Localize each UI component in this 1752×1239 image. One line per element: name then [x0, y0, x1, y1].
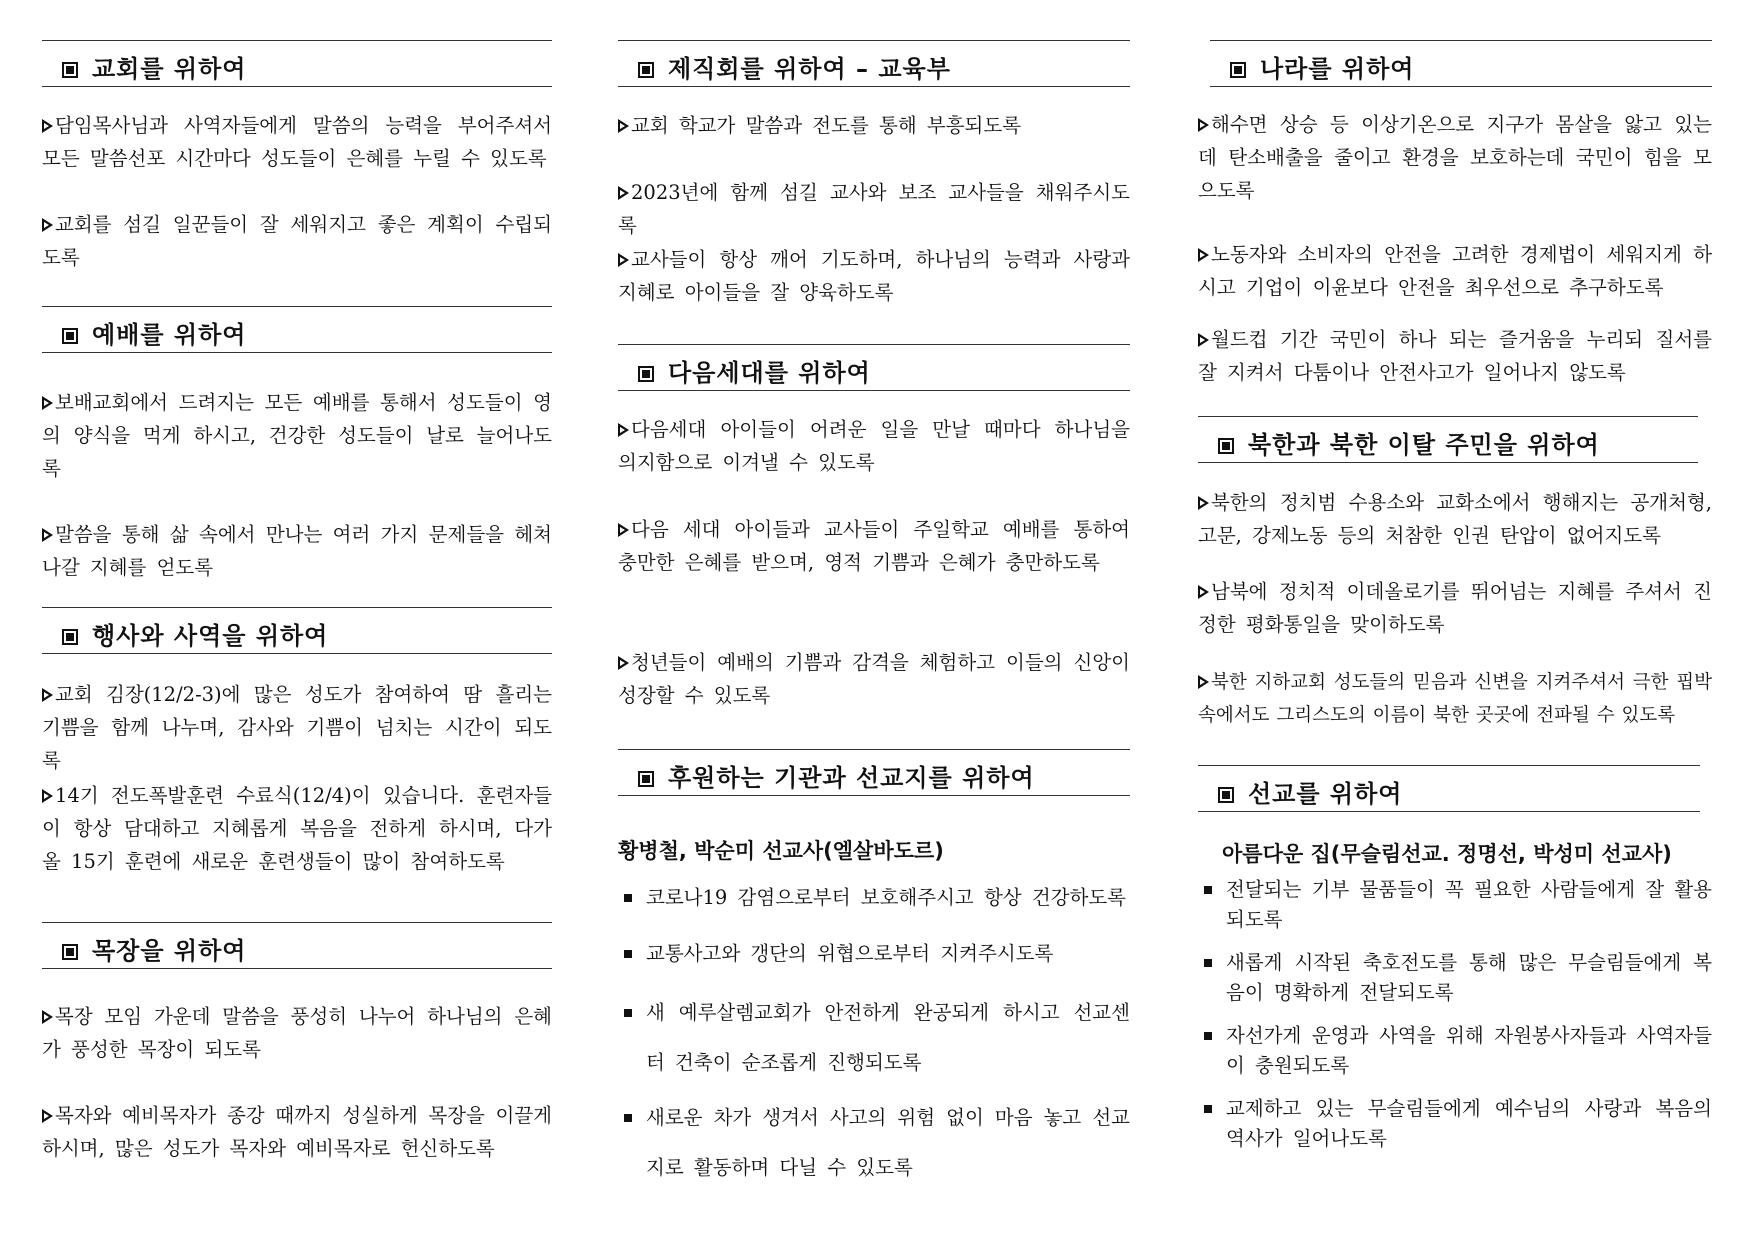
section-title: 행사와 사역을 위하여 — [62, 616, 328, 651]
boxed-square-icon — [1218, 438, 1234, 454]
section-education — [618, 40, 1130, 87]
black-square-icon — [624, 894, 632, 902]
boxed-square-icon — [62, 62, 78, 78]
bullet-item: 교통사고와 갱단의 위협으로부터 지켜주시도록 — [618, 937, 1130, 970]
black-square-icon — [1204, 1105, 1212, 1113]
section-header — [42, 40, 552, 87]
section-north-korea — [1198, 416, 1698, 463]
boxed-square-icon — [62, 944, 78, 960]
prayer-item: 남북에 정치적 이데올로기를 뛰어넘는 지혜를 주셔서 진정한 평화통일을 맞이하도록 — [1198, 580, 1712, 636]
triangle-right-icon — [1198, 496, 1209, 510]
triangle-right-icon — [1198, 675, 1209, 689]
section-header — [42, 306, 552, 353]
section-header — [618, 40, 1130, 87]
bullet-item: 새로운 차가 생겨서 사고의 위험 없이 마음 놓고 선교지로 활동하며 다닐 수 있도록 — [618, 1093, 1130, 1193]
boxed-square-icon — [638, 366, 654, 382]
triangle-right-icon — [618, 523, 629, 537]
prayer-item: 북한의 정치범 수용소와 교화소에서 행해지는 공개처형, 고문, 강제노동 등의 처참한 인권 탄압이 없어지도록 — [1198, 491, 1712, 547]
prayer-item: 북한 지하교회 성도들의 믿음과 신변을 지켜주셔서 극한 핍박 속에서도 그리스도의 이름이 북한 곳곳에 전파될 수 있도록 — [1198, 672, 1712, 726]
section-nation — [1210, 40, 1712, 87]
section-church — [42, 40, 552, 87]
prayer-item: 청년들이 예배의 기쁨과 감격을 체험하고 이들의 신앙이 성장할 수 있도록 — [618, 651, 1130, 707]
section-header — [42, 922, 552, 969]
prayer-item: 교회를 섬길 일꾼들이 잘 세워지고 좋은 계획이 수립되도록 — [42, 213, 552, 269]
section-events — [42, 607, 552, 654]
section-title: 다음세대를 위하여 — [638, 353, 871, 388]
prayer-item: 해수면 상승 등 이상기온으로 지구가 몸살을 앓고 있는데 탄소배출을 줄이고 환경을 보호하는데 국민이 힘을 모으도록 — [1198, 113, 1712, 202]
column-3 — [1198, 0, 1712, 1239]
triangle-right-icon — [1198, 118, 1209, 132]
section-title: 예배를 위하여 — [62, 315, 246, 350]
section-header — [618, 749, 1130, 796]
boxed-square-icon — [638, 62, 654, 78]
column-2 — [618, 0, 1130, 1239]
prayer-item: 14기 전도폭발훈련 수료식(12/4)이 있습니다. 훈련자들이 항상 담대하고 지혜롭게 복음을 전하게 하시며, 다가올 15기 훈련에 새로운 훈련생들이 많이 참여하도록 — [42, 784, 552, 873]
section-cell-group — [42, 922, 552, 969]
prayer-item: 월드컵 기간 국민이 하나 되는 즐거움을 누리되 질서를 잘 지켜서 다툼이나 안전사고가 일어나지 않도록 — [1198, 328, 1712, 384]
triangle-right-icon — [618, 253, 629, 267]
section-title: 목장을 위하여 — [62, 931, 246, 966]
section-next-generation — [618, 344, 1130, 391]
section-header — [42, 607, 552, 654]
triangle-right-icon — [42, 396, 53, 410]
triangle-right-icon — [42, 119, 53, 133]
section-missions — [1198, 765, 1700, 812]
triangle-right-icon — [618, 656, 629, 670]
prayer-item: 다음 세대 아이들과 교사들이 주일학교 예배를 통하여 충만한 은혜를 받으며, 영적 기쁨과 은혜가 충만하도록 — [618, 518, 1130, 574]
section-title: 북한과 북한 이탈 주민을 위하여 — [1218, 425, 1600, 460]
section-title: 선교를 위하여 — [1218, 774, 1402, 809]
prayer-item: 교회 학교가 말씀과 전도를 통해 부흥되도록 — [618, 109, 1130, 142]
triangle-right-icon — [618, 423, 629, 437]
black-square-icon — [1204, 886, 1212, 894]
bullet-item: 자선가게 운영과 사역을 위해 자원봉사자들과 사역자들이 충원되도록 — [1198, 1021, 1712, 1081]
black-square-icon — [624, 950, 632, 958]
prayer-item: 말씀을 통해 삶 속에서 만나는 여러 가지 문제들을 헤쳐 나갈 지혜를 얻도록 — [42, 523, 552, 579]
missionary-name: 황병철, 박순미 선교사(엘살바도르) — [618, 839, 944, 863]
boxed-square-icon — [1218, 787, 1234, 803]
prayer-item: 담임목사님과 사역자들에게 말씀의 능력을 부어주셔서 모든 말씀선포 시간마다 성도들이 은혜를 누릴 수 있도록 — [42, 114, 552, 170]
triangle-right-icon — [42, 688, 53, 702]
prayer-item: 보배교회에서 드려지는 모든 예배를 통해서 성도들이 영의 양식을 먹게 하시고, 건강한 성도들이 날로 늘어나도록 — [42, 391, 552, 480]
prayer-item: 교사들이 항상 깨어 기도하며, 하나님의 능력과 사랑과 지혜로 아이들을 잘 양육하도록 — [618, 248, 1130, 304]
section-header — [1210, 40, 1712, 87]
missionary-name: 아름다운 집(무슬림선교. 정명선, 박성미 선교사) — [1222, 842, 1672, 866]
triangle-right-icon — [42, 1010, 53, 1024]
bullet-item: 새롭게 시작된 축호전도를 통해 많은 무슬림들에게 복음이 명확하게 전달되도록 — [1198, 948, 1712, 1008]
black-square-icon — [624, 1009, 632, 1017]
black-square-icon — [1204, 1032, 1212, 1040]
triangle-right-icon — [42, 789, 53, 803]
triangle-right-icon — [42, 218, 53, 232]
boxed-square-icon — [62, 328, 78, 344]
triangle-right-icon — [1198, 333, 1209, 347]
black-square-icon — [1204, 959, 1212, 967]
bullet-item: 코로나19 감염으로부터 보호해주시고 항상 건강하도록 — [618, 881, 1130, 914]
triangle-right-icon — [1198, 248, 1209, 262]
triangle-right-icon — [42, 1109, 53, 1123]
prayer-item: 교회 김장(12/2-3)에 많은 성도가 참여하여 땀 흘리는 기쁨을 함께 나누며, 감사와 기쁨이 넘치는 시간이 되도록 — [42, 683, 552, 772]
boxed-square-icon — [1230, 62, 1246, 78]
section-title: 교회를 위하여 — [62, 49, 246, 84]
section-title: 나라를 위하여 — [1230, 49, 1414, 84]
boxed-square-icon — [62, 629, 78, 645]
section-header — [1198, 416, 1698, 463]
prayer-item: 2023년에 함께 섬길 교사와 보조 교사들을 채워주시도록 — [618, 181, 1130, 237]
section-missions-supported — [618, 749, 1130, 796]
section-title: 제직회를 위하여 – 교육부 — [638, 49, 951, 84]
prayer-item: 목자와 예비목자가 종강 때까지 성실하게 목장을 이끌게 하시며, 많은 성도가 목자와 예비목자로 헌신하도록 — [42, 1104, 552, 1160]
prayer-item: 노동자와 소비자의 안전을 고려한 경제법이 세워지게 하시고 기업이 이윤보다 안전을 최우선으로 추구하도록 — [1198, 243, 1712, 299]
boxed-square-icon — [638, 771, 654, 787]
section-header — [1198, 765, 1700, 812]
bullet-item: 새 예루살렘교회가 안전하게 완공되게 하시고 선교센터 건축이 순조롭게 진행되도록 — [618, 988, 1130, 1088]
triangle-right-icon — [42, 528, 53, 542]
triangle-right-icon — [1198, 585, 1209, 599]
triangle-right-icon — [618, 186, 629, 200]
bullet-item: 교제하고 있는 무슬림들에게 예수님의 사랑과 복음의 역사가 일어나도록 — [1198, 1094, 1712, 1154]
prayer-item: 다음세대 아이들이 어려운 일을 만날 때마다 하나님을 의지함으로 이겨낼 수 있도록 — [618, 418, 1130, 474]
section-title: 후원하는 기관과 선교지를 위하여 — [638, 758, 1035, 793]
section-header — [618, 344, 1130, 391]
black-square-icon — [624, 1114, 632, 1122]
section-worship — [42, 306, 552, 353]
prayer-item: 목장 모임 가운데 말씀을 풍성히 나누어 하나님의 은혜가 풍성한 목장이 되도록 — [42, 1005, 552, 1061]
bullet-item: 전달되는 기부 물품들이 꼭 필요한 사람들에게 잘 활용되도록 — [1198, 875, 1712, 935]
triangle-right-icon — [618, 119, 629, 133]
column-1 — [42, 0, 552, 1239]
